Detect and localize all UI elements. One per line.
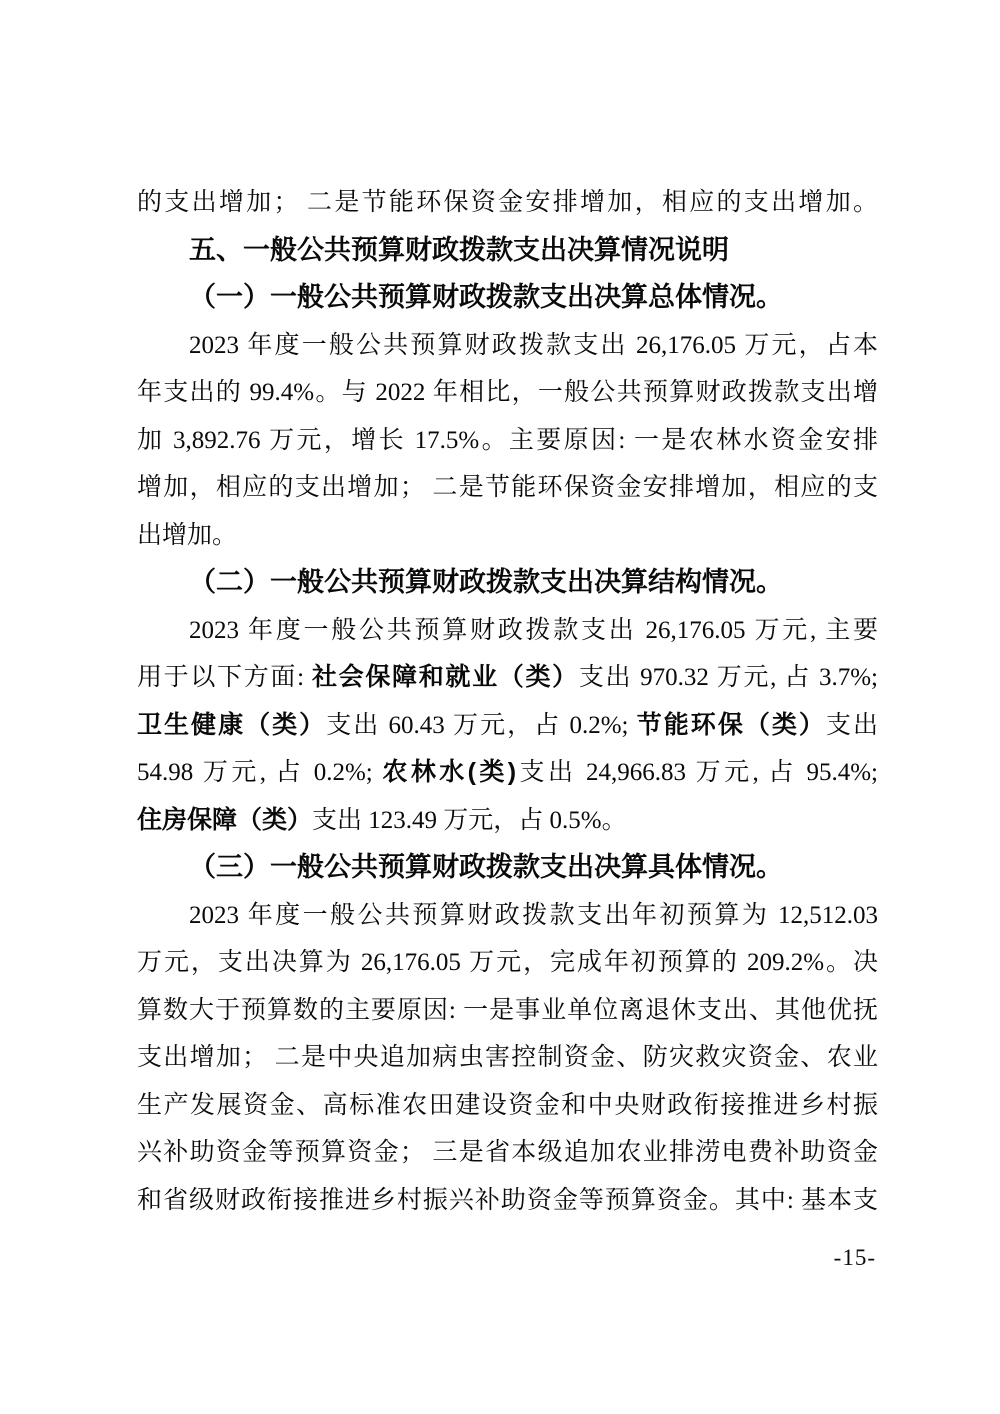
text-segment: 和省级财政衔接推进乡村振兴补助资金等预算资金。其中: 基本支 bbox=[137, 1186, 878, 1214]
text-segment: 支出 123.49 万元，占 0.5%。 bbox=[312, 806, 627, 834]
bold-text-segment: 卫生健康（类） bbox=[137, 710, 327, 739]
text-segment: 算数大于预算数的主要原因: 一是事业单位离退休支出、其他优抚 bbox=[137, 996, 878, 1024]
bold-text-segment: 节能环保（类） bbox=[636, 710, 826, 739]
text-segment: 用于以下方面: bbox=[137, 664, 312, 691]
text-line bbox=[137, 797, 878, 845]
text-segment: 支出 24,966.83 万元, 占 95.4%; bbox=[516, 759, 878, 786]
bold-text-segment: （一）一般公共预算财政拨款支出决算总体情况。 bbox=[189, 282, 783, 312]
text-line bbox=[137, 179, 878, 227]
document-body bbox=[137, 179, 878, 1224]
text-segment: 出增加。 bbox=[137, 521, 238, 549]
text-line bbox=[137, 1129, 878, 1177]
text-line bbox=[137, 749, 878, 797]
text-segment: 2023 年度一般公共预算财政拨款支出 26,176.05 万元，占本 bbox=[189, 331, 878, 359]
text-line bbox=[137, 654, 878, 702]
text-line bbox=[137, 1082, 878, 1130]
text-line bbox=[137, 607, 878, 655]
text-segment: 支出 970.32 万元, 占 3.7%; bbox=[578, 664, 878, 691]
text-line bbox=[137, 369, 878, 417]
text-line bbox=[137, 892, 878, 940]
text-segment: 支出 bbox=[825, 711, 878, 739]
text-line bbox=[137, 417, 878, 465]
text-line bbox=[137, 1177, 878, 1225]
bold-text-segment: 社会保障和就业（类） bbox=[311, 663, 579, 691]
text-segment: 的支出增加； 二是节能环保资金安排增加，相应的支出增加。 bbox=[137, 189, 878, 216]
bold-text-segment: 住房保障（类） bbox=[137, 805, 313, 834]
text-segment: 增加，相应的支出增加； 二是节能环保资金安排增加，相应的支 bbox=[137, 474, 878, 501]
heading-line bbox=[137, 844, 878, 892]
bold-text-segment: 五、一般公共预算财政拨款支出决算情况说明 bbox=[189, 234, 729, 265]
text-line bbox=[137, 322, 878, 370]
text-segment: 加 3,892.76 万元，增长 17.5%。主要原因: 一是农林水资金安排 bbox=[137, 426, 878, 454]
text-line bbox=[137, 702, 878, 750]
text-segment: 生产发展资金、高标准农田建设资金和中央财政衔接推进乡村振 bbox=[137, 1091, 878, 1119]
text-segment: 2023 年度一般公共预算财政拨款支出 26,176.05 万元, 主要 bbox=[189, 616, 878, 644]
text-segment: 年支出的 99.4%。与 2022 年相比，一般公共预算财政拨款支出增 bbox=[137, 379, 878, 406]
text-segment: 支出 60.43 万元，占 0.2%; bbox=[326, 711, 637, 739]
bold-text-segment: （二）一般公共预算财政拨款支出决算结构情况。 bbox=[189, 567, 783, 597]
text-segment: 兴补助资金等预算资金； 三是省本级追加农业排涝电费补助资金 bbox=[137, 1139, 878, 1166]
heading-line bbox=[137, 227, 878, 275]
text-segment: 支出增加； 二是中央追加病虫害控制资金、防灾救灾资金、农业 bbox=[137, 1044, 878, 1071]
page-number: -15- bbox=[833, 1245, 876, 1270]
text-line bbox=[137, 939, 878, 987]
text-line bbox=[137, 512, 878, 560]
text-line bbox=[137, 1034, 878, 1082]
text-segment: 万元，支出决算为 26,176.05 万元，完成年初预算的 209.2%。决 bbox=[137, 949, 878, 976]
bold-text-segment: 农林水(类) bbox=[382, 758, 517, 786]
bold-text-segment: （三）一般公共预算财政拨款支出决算具体情况。 bbox=[189, 852, 783, 882]
text-segment: 54.98 万元, 占 0.2%; bbox=[137, 759, 383, 786]
heading-line bbox=[137, 274, 878, 322]
text-segment: 2023 年度一般公共预算财政拨款支出年初预算为 12,512.03 bbox=[189, 901, 878, 929]
text-line bbox=[137, 987, 878, 1035]
text-line bbox=[137, 464, 878, 512]
heading-line bbox=[137, 559, 878, 607]
